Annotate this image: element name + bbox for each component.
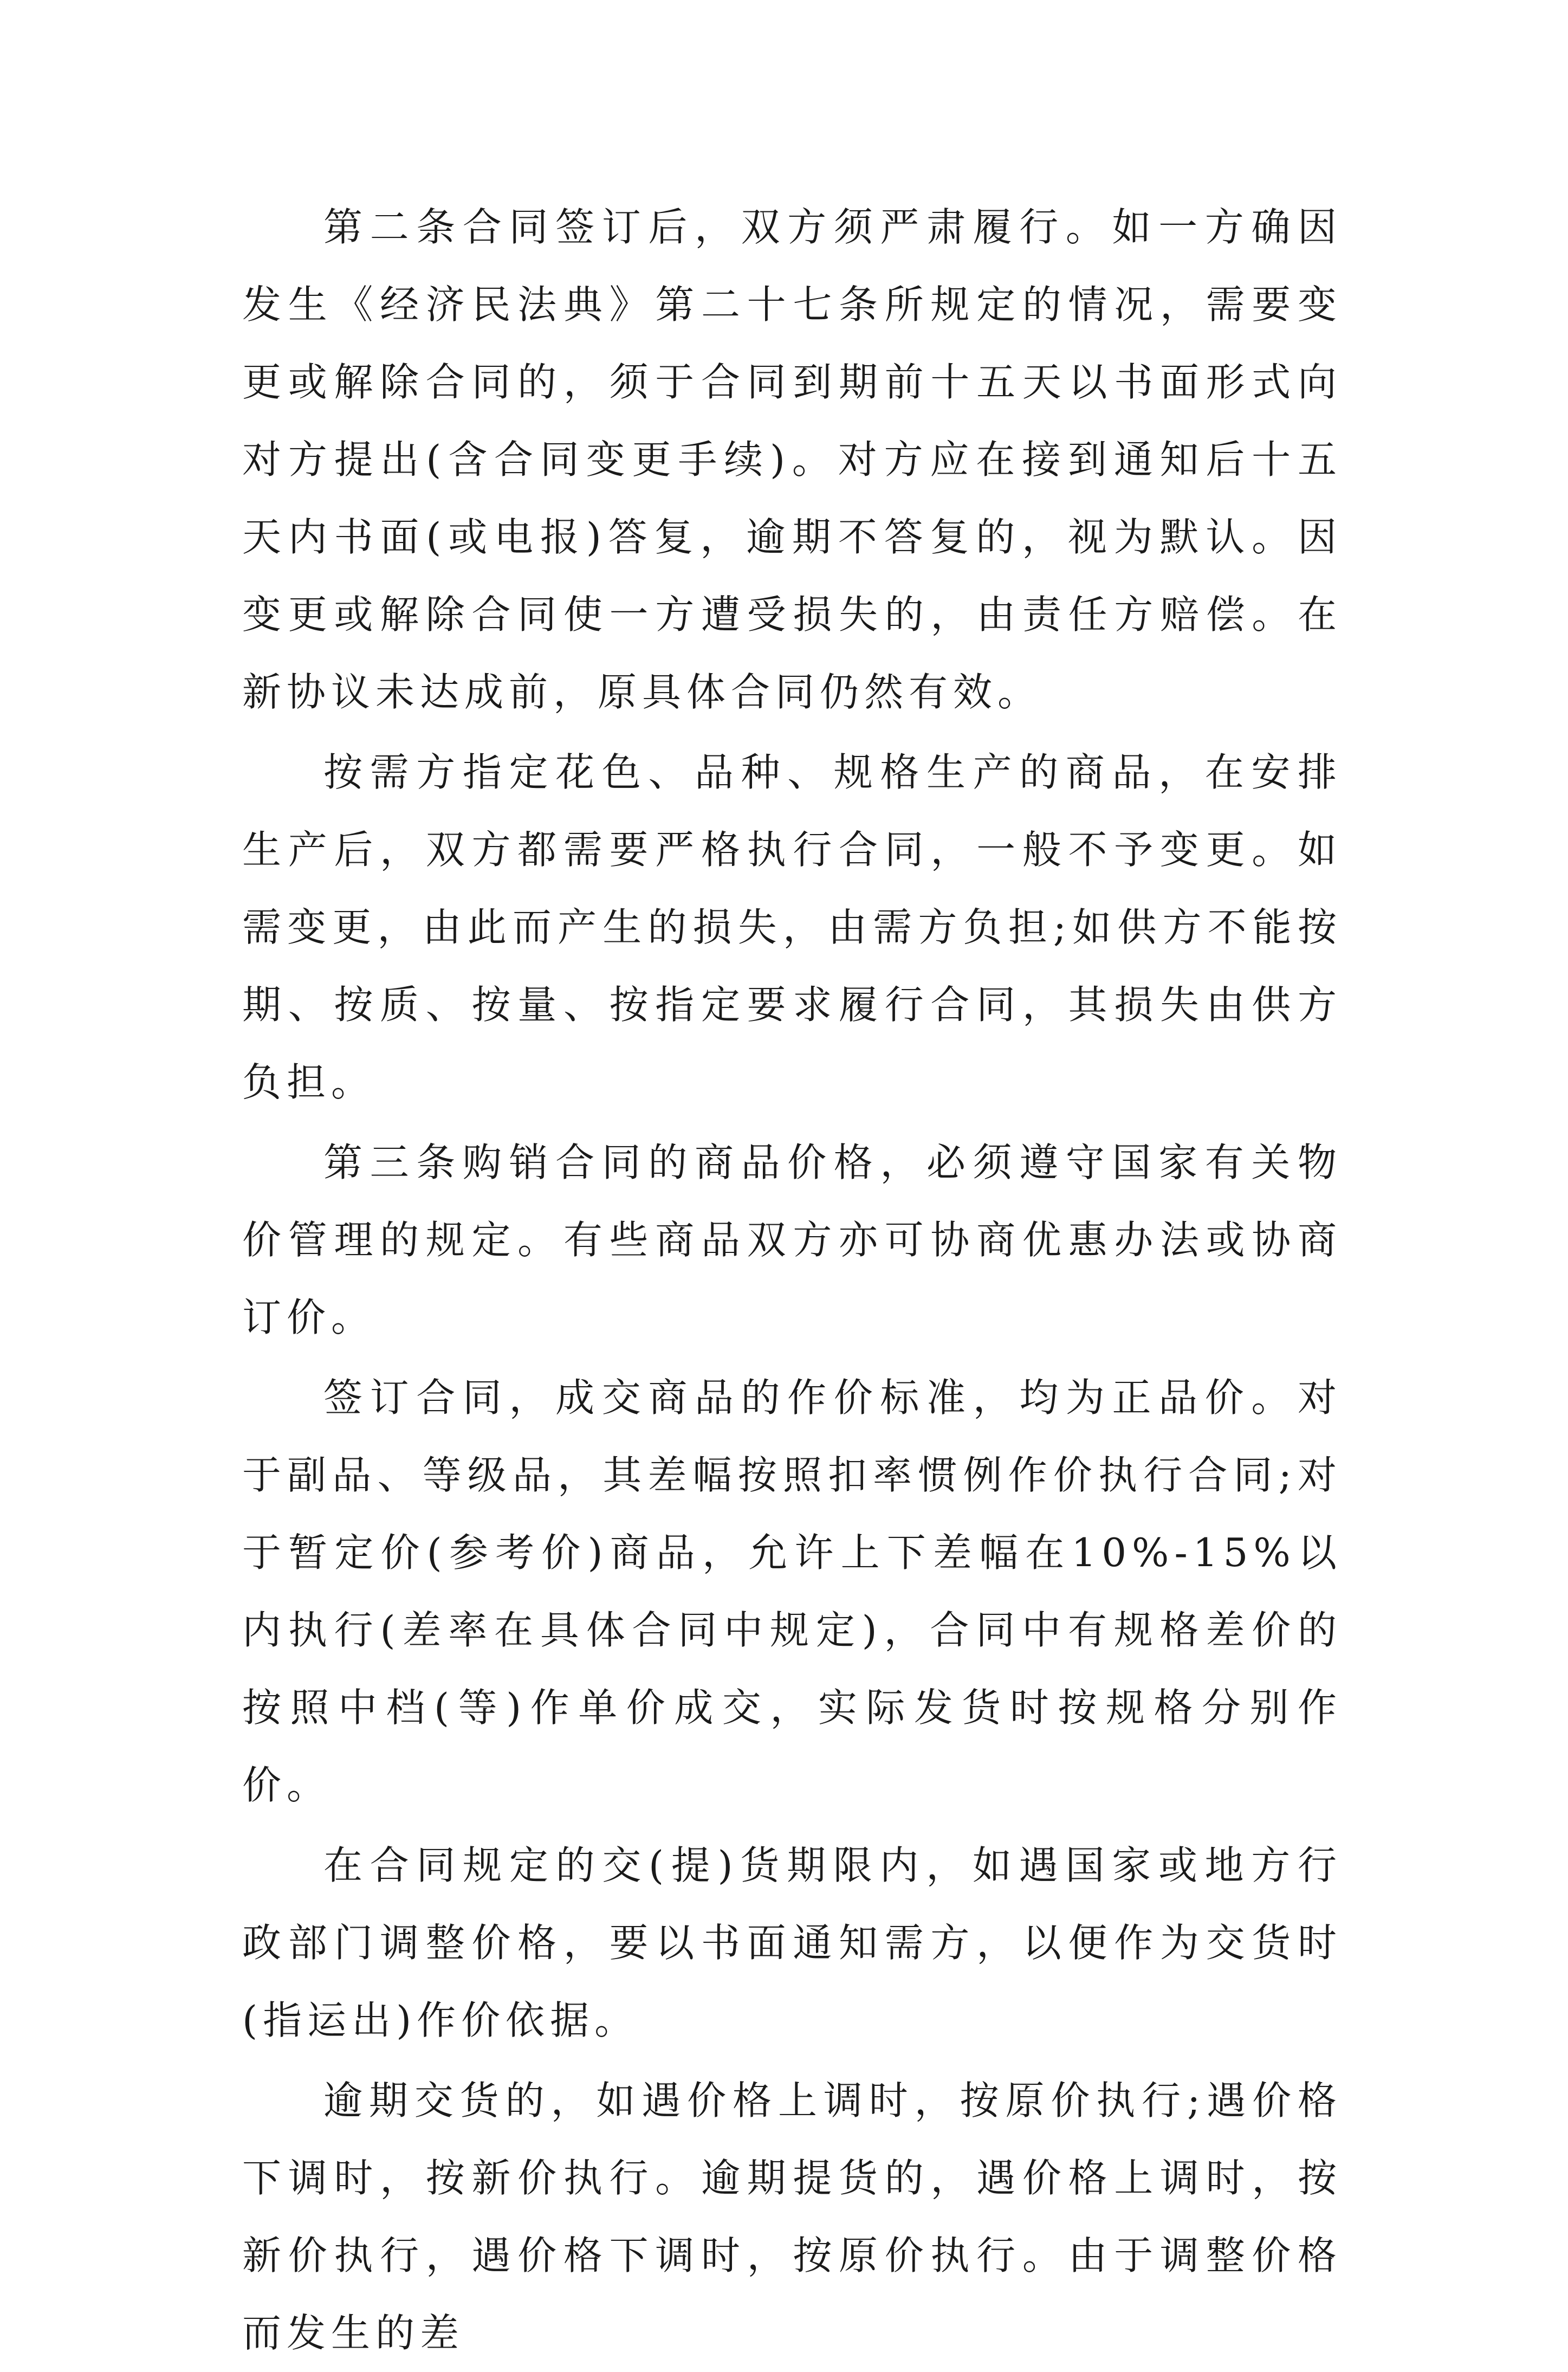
paragraph-article-2: 第二条合同签订后，双方须严肃履行。如一方确因发生《经济民法典》第二十七条所规定的情况，需要变更或解除合同的，须于合同到期前十五天以书面形式向对方提出(含合同变更手续)。对方应在接到通知后十五天内书面(或电报)答复，逾期不答复的，视为默认。因变更或解除合同使一方遭受损失的，由责任方赔偿。在新协议未达成前，原具体合同仍然有效。 bbox=[242, 204, 1342, 715]
paragraph-pricing-standard: 签订合同，成交商品的作价标准，均为正品价。对于副品、等级品，其差幅按照扣率惯例作价执行合同;对于暂定价(参考价)商品，允许上下差幅在10%-15%以内执行(差率在具体合同中规定)，合同中有规格差价的按照中档(等)作单价成交，实际发货时按规格分别作价。 bbox=[242, 1375, 1342, 1808]
paragraph-overdue-delivery: 逾期交货的，如遇价格上调时，按原价执行;遇价格下调时，按新价执行。逾期提货的，遇价格上调时，按新价执行，遇价格下调时，按原价执行。由于调整价格而发生的差 bbox=[242, 2078, 1342, 2356]
paragraph-custom-spec-goods: 按需方指定花色、品种、规格生产的商品，在安排生产后，双方都需要严格执行合同，一般不予变更。如需变更，由此而产生的损失，由需方负担;如供方不能按期、按质、按量、按指定要求履行合同，其损失由供方负担。 bbox=[242, 749, 1342, 1105]
paragraph-price-adjustment: 在合同规定的交(提)货期限内，如遇国家或地方行政部门调整价格，要以书面通知需方，以便作为交货时(指运出)作价依据。 bbox=[242, 1843, 1342, 2043]
document-body bbox=[242, 189, 1342, 2372]
paragraph-article-3: 第三条购销合同的商品价格，必须遵守国家有关物价管理的规定。有些商品双方亦可协商优惠办法或协商订价。 bbox=[242, 1140, 1342, 1340]
